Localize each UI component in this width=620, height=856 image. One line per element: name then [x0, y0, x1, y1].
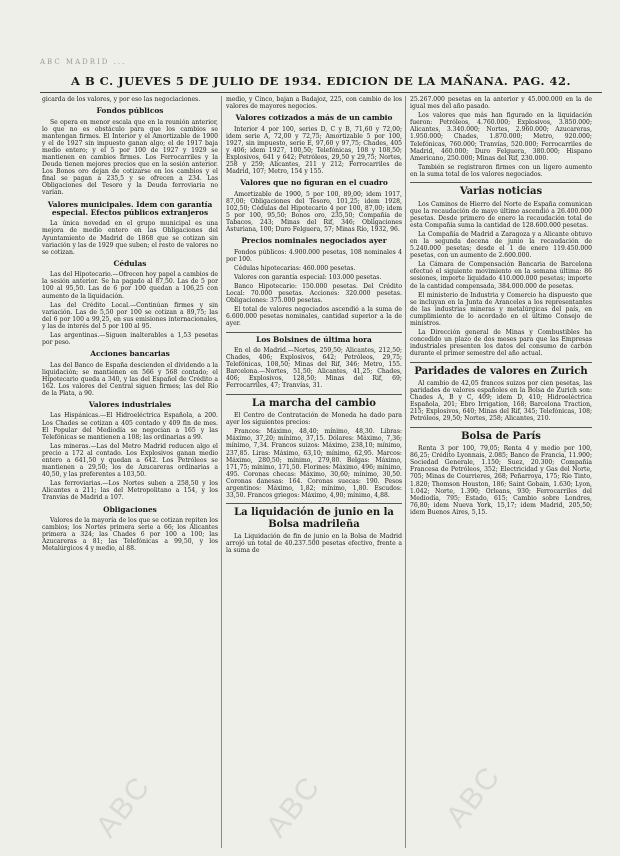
paragraph-industriales-2: Las mineras.—Las del Metro Madrid reducen algo el precio a 172 al contado. Los Explosivos ganan medio entero a 641,50 y quedan a 642. Los Petróleos se mantienen a 29,50; los de Azucareras ordinarias a 40,50, y las preferentes a 103,50. — [42, 442, 218, 479]
paragraph-varias-3: La Cámara de Compensación Bancaria de Barcelona efectuó el siguiente movimiento en la semana última: 86 sesiones, importe liquidado 410.000.000 pesetas; importe de la cantidad compensada, 384.000.000 de pesetas. — [410, 261, 592, 290]
heading-precios-nominales: Precios nominales negociados ayer — [241, 236, 387, 246]
paragraph-industriales-1: Las Hispánicas.—El Hidroeléctrica Española, a 200. Los Chades se cotizan a 405 contado y 409 fin de mes. El Popular del Mediodía se negocian a 165 y las Telefónicas se mantienen a 108; las ordinarias a 99. — [42, 412, 218, 441]
heading-valores-municipales: Valores municipales. Idem con garantía especial. Efectos públicos extranjeros — [47, 199, 213, 217]
heading-marcha-del-cambio: La marcha del cambio — [226, 394, 402, 410]
paragraph-fondos: Se opera en menor escala que en la reunión anterior, lo que no es obstáculo para que los cambios se mantengan firmes. El Interior y el Amortizable de 1900 y el de 1927 sin impuesto ganan algo; el de 1917 baja medio entero; y el 5 por 100 de 1927 y 1929 se mantienen en cambios firmes. Los Ferrocarriles y la Deuda tienen mejores precios que en la sesión anterior. Los Bonos oro dejan de cotizarse en los cambios y el final se pagan a 235,5 y se ofrecen a 234. Las Obligaciones del Tesoro y la Deuda ferroviaria no varían. — [42, 118, 218, 197]
col2-top: medio, y Cinco, bajan a Badajoz, 225, con cambio de los valores de mayores negocios. — [226, 96, 402, 111]
column-divider-2 — [405, 96, 406, 848]
heading-obligaciones: Obligaciones — [103, 504, 157, 514]
heading-acciones-bancarias: Acciones bancarias — [90, 349, 170, 359]
paragraph-varias-5: La Dirección general de Minas y Combustibles ha concedido un plazo de dos meses para que las Empresas industriales presenten los datos del consumo de carbón durante el primer semestre del año actual. — [410, 329, 592, 358]
faint-top-line: ABC MADRID ... — [40, 58, 127, 66]
heading-bolsines: Los Bolsines de última hora — [226, 332, 402, 344]
heading-varias-noticias: Varias noticias — [410, 182, 592, 198]
paragraph-no-figuran: Amortizable de 1900, 5 por 100, 89,00; idem 1917, 87,00; Obligaciones del Tesoro, 101,25; idem 1928, 102,50; Cédulas del Hipotecario 4 por 100, 87,00; idem 5 por 100, 95,50; Bonos oro, 235,50; Compañía de Tabacos, 243; Minas del Rif, 346; Obligaciones Asturiana, 100; Duro Felguera, 57; Minas Río, 1932, 96. — [226, 190, 402, 234]
watermark-3: ABC — [439, 759, 508, 834]
paragraph-obligaciones: Valores de la mayoría de los que se cotizan repiten los cambios; los Nortes primera serie a 66; los Alicantes primera a 324; las Chades 6 por 100 a 100; las Azucareras a 81; las Telefónicas a 99,50, y los Metalúrgicos 4 y medio, al 88. — [42, 516, 218, 553]
heading-paridades-zurich: Paridades de valores en Zurich — [410, 362, 592, 378]
paragraph-zurich: Al cambio de 42,05 francos suizos por cien pesetas, las paridades de valores españoles en la Bolsa de Zurich son: Chades A, B y C, 409; idem D, 410; Hidroeléctrica Española, 201; Ebro Irrigation, 168; Barcelona Traction, 215; Explosivos, 640; Minas del Rif, 345; Telefónicas, 108; Petróleos, 29,50; Nortes, 258; Alicantes, 210. — [410, 380, 592, 423]
paragraph-nominales-1: Fondos públicos: 4.900.000 pesetas, 108 nominales 4 por 100. — [226, 248, 402, 263]
column-1 — [42, 96, 218, 848]
header-rule — [40, 92, 602, 93]
paragraph-nominales-5: El total de valores negociados ascendió a la suma de 6.600.000 pesetas nominales, cantidad superior a la de ayer. — [226, 306, 402, 328]
heading-fondos-publicos: Fondos públicos — [96, 106, 164, 116]
heading-cedulas: Cédulas — [113, 258, 147, 268]
paragraph-bancarias: Las del Banco de España descienden el dividendo a la liquidación; se mantienen en 566 y 568 contado; el Hipotecario queda a 340, y las del Español de Crédito a 162. Los valores del Central siguen firmes; las del Río de la Plata, a 90. — [42, 361, 218, 397]
col3-top-2: Los valores que más han figurado en la liquidación fueron: Petróleos, 4.760.000; Explosivos, 3.850.000; Alicantes, 3.340.000; Nortes, 2.960.000; Azucareras, 1.950.000; Chades, 1.870.000; Metro, 920.000; Telefónicas, 760.000; Tranvías, 520.000; Ferrocarriles de Madrid, 460.000; Duro Felguera, 380.000; Hispano Americano, 250.000; Minas del Rif, 230.000. — [410, 112, 592, 162]
paragraph-varias-1: Los Caminos de Hierro del Norte de España comunican que la recaudación de mayo último ascendió a 26.400.000 pesetas. Desde primero de enero la recaudación total de esta Compañía suma la cantidad de 128.600.000 pesetas. — [410, 200, 592, 229]
paragraph-municipales: La única novedad en el grupo municipal es una mejora de medio entero en las Obligaciones del Ayuntamiento de Madrid de 1868 que se cotizan sin variación y las de 1929 que suben; el resto de valores no se cotizan. — [42, 220, 218, 256]
heading-liquidacion: La liquidación de junio en la Bolsa madrileña — [226, 503, 402, 530]
watermark-2: ABC — [259, 769, 328, 844]
paragraph-varias-2: La Compañía de Madrid a Zaragoza y a Alicante obtuvo en la segunda decena de junio la recaudación de 5.240.000 pesetas; desde el 1 de enero 119.450.000 pesetas, con un aumento de 2.600.000. — [410, 230, 592, 260]
column-divider-1 — [221, 96, 222, 848]
paragraph-varias-4: El ministerio de Industria y Comercio ha dispuesto que se incluyan en la Junta de Aranceles a los representantes de las industrias mineras y metalúrgicas del país, en cumplimiento de lo acordado en el último Consejo de ministros. — [410, 291, 592, 328]
paragraph-nominales-2: Cédulas hipotecarias: 460.000 pesetas. — [234, 264, 356, 272]
paragraph-nominales-4: Banco Hipotecario: 150.000 pesetas. Del Crédito Local: 70.000 pesetas. Acciones: 320.000 pesetas. Obligaciones: 375.000 pesetas. — [226, 283, 402, 305]
col1-intro: gicarda de los valores, y por eso las negociaciones. — [42, 96, 201, 103]
column-3 — [410, 96, 592, 848]
paragraph-industriales-3: Las ferroviarias.—Los Nortes suben a 258,50 y los Alicantes a 211; las del Metropolitano a 154, y los Tranvías de Madrid a 107. — [42, 480, 218, 502]
heading-mas-de-un-cambio: Valores cotizados a más de un cambio — [235, 113, 393, 123]
column-2 — [226, 96, 402, 848]
paragraph-bolsines: En el de Madrid.—Nortes, 259,50; Alicantes, 212,50; Chades, 406; Explosivos, 642; Petróleos, 29,75; Telefónicas, 108,50; Minas del Rif, 346; Metro, 155. Barcelona.—Nortes, 51,50; Alicantes, 41,25; Chades, 406; Explosivos, 128,50; Minas del Rif, 69; Ferrocarriles, 47; Tranvías, 31. — [226, 346, 402, 390]
paragraph-paris: Renta 3 por 100, 79,05; Renta 4 y medio por 100, 86,25; Crédito Lyonnais, 2.085; Banco de Francia, 11.900; Sociedad Generale, 1.150; Suez, 20.300; Compañía Francesa de Petróleos, 352; Electricidad y Gas del Norte, 705; Minas de Courrieres, 268; Peñarroya, 175; Río Tinto, 1.820; Thomson Houston, 186; Saint Gobain, 1.630; Lyon, 1.042; Norte, 1.390; Orleans, 930; Ferrocarriles del Mediodía, 795; Estado, 615; Cambio sobre Londres, 76,80; idem Nueva York, 15,17; idem Madrid, 205,50; idem Buenos Aires, 5,15. — [410, 445, 592, 516]
paragraph-cedulas-2: Las del Crédito Local.—Continúan firmes y sin variación. Las de 5,50 por 100 se cotizan a 89,75; las del 6 por 100 a 99,25, en sus emisiones internacionales, y las de interés del 5 por 100 al 95. — [42, 301, 218, 330]
col3-top: 25.267.000 pesetas en la anterior y 45.000.000 en la de igual mes del año pasado. — [410, 96, 592, 111]
paragraph-cambio: Interior 4 por 100, series D, C y B, 71,60 y 72,00; idem serie A, 72,00 y 72,75; Amortizable 5 por 100, 1927, sin impuesto, serie E, 97,60 y 97,75; Chades, 405 y 406; idem 1927, 100,50; Telefónicas, 108 y 108,50; Explosivos, 641 y 642; Petróleos, 29,50 y 29,75; Nortes, 258 y 259; Alicantes, 211 y 212; Ferrocarriles de Madrid, 107; Metro, 154 y 155. — [226, 125, 402, 176]
page-header: A B C. JUEVES 5 DE JULIO DE 1934. EDICION DE LA MAÑANA. PAG. 42. — [71, 74, 571, 88]
col3-top-3: También se registraron firmes con un ligero aumento en la suma total de los valores negociados. — [410, 163, 592, 178]
watermark-1: ABC — [89, 769, 158, 844]
heading-valores-industriales: Valores industriales — [88, 400, 172, 410]
paragraph-nominales-3: Valores con garantía especial: 103.000 pesetas. — [234, 273, 382, 281]
paragraph-cedulas-3: Las argentinas.—Siguen inalterables a 1,53 pesetas por peso. — [42, 331, 218, 347]
paragraph-cedulas-1: Las del Hipotecario.—Ofrecen hoy papel a cambios de la sesión anterior. Se ha pagado al 87,50. Las de 5 por 100 al 95,50. Las de 6 por 100 quedan a 106,25 con aumento de la liquidación. — [42, 271, 218, 300]
paragraph-marcha-intro: El Centro de Contratación de Moneda ha dado para ayer los siguientes precios: — [226, 412, 402, 427]
paragraph-liquidacion: La Liquidación de fin de junio en la Bolsa de Madrid arrojó un total de 40.237.500 pesetas efectivo, frente a la suma de — [226, 533, 402, 555]
paragraph-marcha-list: Francos: Máximo, 48,40; mínimo, 48,30. Libras: Máximo, 37,20; mínimo, 37,15. Dólares: Máximo, 7,36; mínimo, 7,34. Francos suizos: Máximo, 238,10; mínimo, 237,85. Liras: Máximo, 63,10; mínimo, 62,95. Marcos: Máximo, 280,50; mínimo, 279,80. Belgas: Máximo, 171,75; mínimo, 171,50. Florines: Máximo, 496; mínimo, 495. Coronas checas: Máximo, 30,60; mínimo, 30,50. Coronas danesas: 164. Coronas suecas: 190. Pesos argentinos: Máximo, 1,82; mínimo, 1,80. Escudos: 33,50. Francos griegos: Máximo, 4,90; mínimo, 4,88. — [226, 428, 402, 500]
heading-bolsa-paris: Bolsa de París — [410, 427, 592, 443]
heading-no-figuran: Valores que no figuran en el cuadro — [240, 178, 388, 188]
